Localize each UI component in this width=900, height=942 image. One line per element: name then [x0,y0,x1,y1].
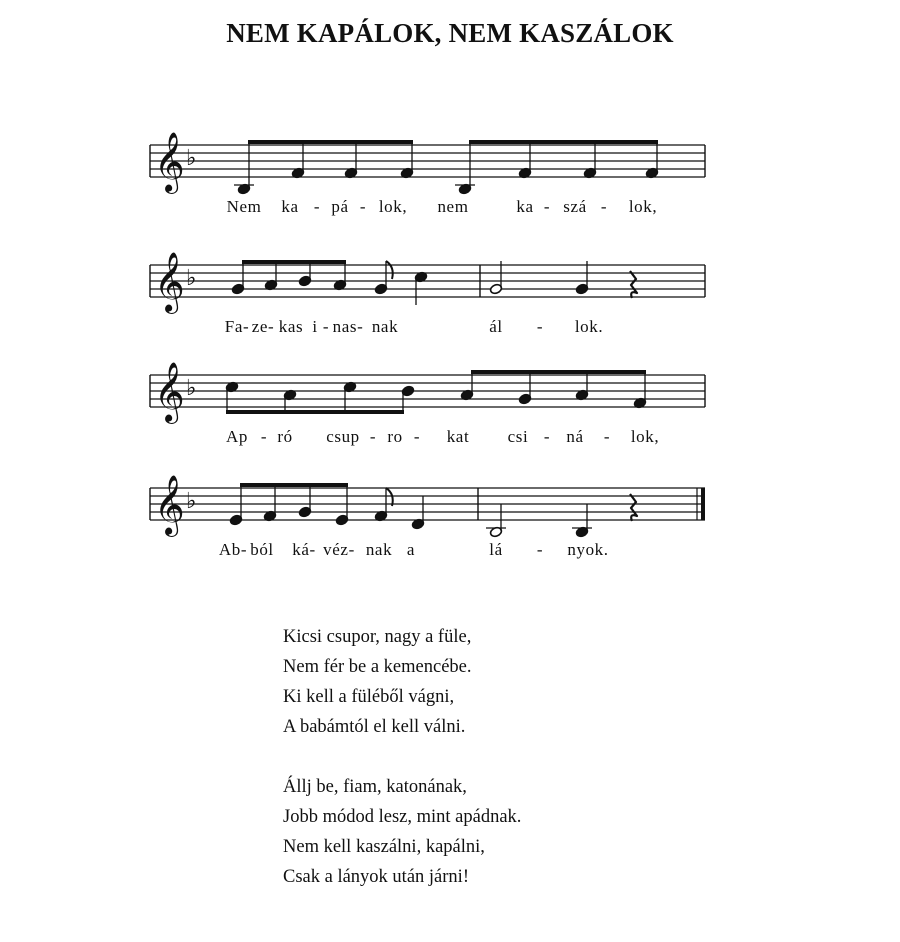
staff-notation [150,125,710,207]
flat-key-signature-icon: ♭ [186,489,197,514]
lyric-syllable: - [536,540,544,559]
lyric-syllable: ból [250,540,274,559]
beam [242,260,346,264]
staff-notation [150,355,710,437]
flag [386,261,393,279]
lyric-syllable: csi [507,427,529,446]
quarter-rest-icon [630,271,637,298]
beam [471,370,646,374]
lyric-syllable: - [543,197,551,216]
lyric-syllable: ro [387,427,403,446]
verse-line: Jobb módod lesz, mint apádnak. [283,807,522,827]
verse-line: Nem kell kaszálni, kapálni, [283,837,485,857]
lyric-syllable: lok, [378,197,408,216]
lyric-syllable: kas [278,317,304,336]
lyric-syllable: - [600,197,608,216]
lyric-syllable: lá [489,540,503,559]
lyric-syllable: ró [277,427,293,446]
lyric-syllable: - [260,427,268,446]
lyric-syllable: csup [326,427,360,446]
lyric-syllable: - [369,427,377,446]
lyric-syllable: lok, [628,197,658,216]
quarter-rest-icon [630,494,637,521]
lyric-syllable: - [536,317,544,336]
stanza-2 [283,772,521,892]
lyric-syllable: pá [331,197,349,216]
staff-notation [150,468,710,550]
lyric-syllable: ze- [251,317,275,336]
beam [248,140,413,144]
music-system-1 [150,125,710,216]
lyric-syllable: - [543,427,551,446]
lyric-syllable: nyok. [567,540,609,559]
lyric-syllable: lok, [630,427,660,446]
lyric-syllable: lok. [574,317,604,336]
lyric-line-3 [150,427,710,449]
flat-key-signature-icon: ♭ [186,376,197,401]
treble-clef-icon: 𝄞 [154,475,185,535]
treble-clef-icon: 𝄞 [154,362,185,422]
flat-key-signature-icon: ♭ [186,266,197,291]
verse-line: Nem fér be a kemencébe. [283,657,472,677]
lyric-syllable: - [313,197,321,216]
lyric-syllable: nak [371,317,399,336]
lyric-syllable: ál [489,317,503,336]
lyric-syllable: nas- [332,317,364,336]
lyric-syllable: ka [516,197,534,216]
lyric-line-4 [150,540,710,562]
verse-line: A babámtól el kell válni. [283,717,466,737]
final-barline [701,488,705,520]
lyric-syllable: ka [281,197,299,216]
lyric-syllable: szá [563,197,587,216]
song-title: NEM KAPÁLOK, NEM KASZÁLOK [226,18,674,48]
verses [283,622,521,922]
lyric-syllable: Fa- [224,317,250,336]
verse-line: Állj be, fiam, katonának, [283,777,467,797]
music-system-3 [150,355,710,446]
lyric-syllable: Ap [226,427,248,446]
beam [226,410,404,414]
music-system-2 [150,245,710,336]
lyric-syllable: Ab- [218,540,248,559]
treble-clef-icon: 𝄞 [154,132,185,192]
beam [469,140,658,144]
lyric-syllable: nem [437,197,469,216]
lyric-syllable: i [312,317,318,336]
lyric-syllable: kat [446,427,470,446]
lyric-syllable: ná [566,427,584,446]
verse-line: Kicsi csupor, nagy a füle, [283,627,472,647]
staff-notation [150,245,710,327]
lyric-syllable: Nem [226,197,262,216]
lyric-syllable: nak [365,540,393,559]
treble-clef-icon: 𝄞 [154,252,185,312]
lyric-syllable: ká- [292,540,316,559]
lyric-syllable: a [406,540,416,559]
verse-line: Csak a lányok után járni! [283,867,469,887]
stanza-1 [283,622,521,742]
beam [240,483,348,487]
music-system-4 [150,468,710,559]
lyric-syllable: - [359,197,367,216]
lyric-syllable: - [603,427,611,446]
lyric-line-1 [150,197,710,219]
verse-line: Ki kell a füléből vágni, [283,687,455,707]
lyric-syllable: - [413,427,421,446]
flat-key-signature-icon: ♭ [186,146,197,171]
lyric-syllable: - [322,317,330,336]
flag [386,488,393,506]
lyric-syllable: véz- [323,540,355,559]
lyric-line-2 [150,317,710,339]
